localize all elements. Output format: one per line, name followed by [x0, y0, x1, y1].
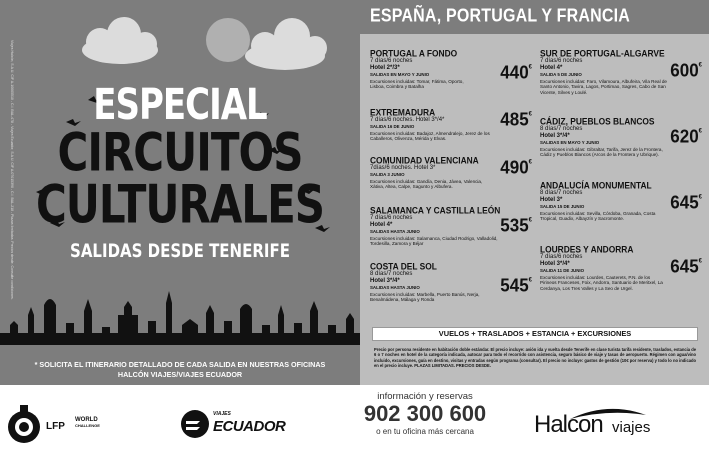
tour-card [370, 156, 540, 190]
price-value: 600 [670, 60, 699, 81]
tour-hotel: Hotel 2*/3* [370, 64, 400, 71]
tour-card [540, 117, 709, 158]
price-value: 535 [500, 215, 529, 236]
title-circuitos: CIRCUITOS [57, 121, 303, 183]
tour-name: ANDALUCÍA MONUMENTAL [540, 179, 652, 191]
lfp-emblem-icon [6, 399, 46, 449]
price-value: 545 [500, 275, 529, 296]
tour-card [370, 262, 540, 303]
tour-card [370, 108, 540, 142]
tour-excursions: Excursiones incluidas: Badajoz, Almendralejo, Jerez de los Caballeros, Olivenza, Mérida y Elvas. [370, 130, 490, 142]
tour-excursions: Excursiones incluidas: Marbella, Puerto Banús, Nerja, Benalmádena, Málaga y Ronda [370, 291, 480, 303]
title-culturales: CULTURALES [35, 173, 325, 235]
tour-departure: SALIDA 16 DE JUNIO [370, 123, 415, 129]
tour-duration: 8 días/7 noches [540, 189, 583, 196]
tour-price [500, 157, 532, 179]
tour-duration: 7 días/6 noches [540, 253, 583, 260]
ecuador-small-label: VIAJES [213, 411, 231, 417]
region-header [360, 0, 709, 34]
tour-card [370, 206, 540, 247]
tour-duration: 8 días/7 noches [540, 125, 583, 132]
title-especial: ESPECIAL [93, 80, 267, 130]
footnote [0, 360, 360, 379]
price-value: 645 [670, 192, 699, 213]
tour-price [500, 275, 532, 297]
lfp-text: LFP [46, 421, 65, 432]
legal-conditions: Precio por persona residente en habitación doble estándar. El precio incluye: avión ida y vuelta desde Tenerife en clase turista tarifa residente, traslados, estancia de 6 o 7 noches en hotel de la categoría indicada, autocar para todo el recorrido con asistencia, seguro básico de viaje y tasas de aeropuerto. Régimen con agua/vino incluido, excursiones, guía en destino, visitas y entradas según programa (consultar). El precio no incluye: gastos de gestión (10€ por reserva) y todo lo no indicado en el precio incluye. PLAZAS LIMITADAS. PRECIOS DESDE. [374, 347, 696, 368]
lfp-sub-world: WORLD [75, 417, 98, 423]
footnote-line1: * SOLICITA EL ITINERARIO DETALLADO DE CADA SALIDA EN NUESTRAS OFICINAS [34, 360, 326, 369]
info-label: información y reservas [377, 391, 473, 402]
tour-excursions: Excursiones incluidas: Gandía, Denia, Jávea, Valencia, Xàtiva, Altea, Calpe, Sagunto y Albufera. [370, 178, 483, 190]
tour-departure: SALIDA 11 DE JUNIO [540, 267, 584, 273]
tour-departure: SALIDAS HASTA JUNIO [370, 284, 420, 290]
price-currency: € [698, 128, 702, 135]
price-currency: € [698, 62, 702, 69]
tour-price [670, 126, 702, 148]
tour-price [670, 256, 702, 278]
price-value: 645 [670, 256, 699, 277]
region-title: ESPAÑA, PORTUGAL Y FRANCIA [370, 6, 631, 27]
tour-name: LOURDES Y ANDORRA [540, 243, 634, 255]
tour-departure: SALIDAS EN MAYO Y JUNIO [540, 139, 600, 145]
info-office: o en tu oficina más cercana [376, 427, 474, 436]
clouds-illustration [0, 0, 360, 90]
price-currency: € [698, 194, 702, 201]
tour-hotel: Hotel 4* [370, 221, 393, 228]
tour-card [540, 49, 709, 96]
tour-hotel: Hotel 3*/4* [540, 132, 570, 139]
footer [0, 385, 709, 462]
price-currency: € [698, 258, 702, 265]
tour-price [500, 215, 532, 237]
right-panel [360, 0, 709, 385]
price-value: 485 [500, 109, 529, 130]
tour-hotel: Hotel 3*/4* [370, 277, 400, 284]
tour-excursions: Excursiones incluidas: Sevilla, Córdoba, Granada, Costa Tropical, Guadix, Albayzín y Sacromonte. [540, 210, 656, 222]
price-value: 490 [500, 157, 529, 178]
tour-price [500, 109, 532, 131]
tour-departure: SALIDAS HASTA JUNIO [370, 228, 420, 234]
package-banner: VUELOS + TRASLADOS + ESTANCIA + EXCURSIONES [372, 327, 698, 341]
viajes-ecuador-logo [180, 409, 300, 439]
tour-duration: 7 días/6 noches. Hotel 3*/4* [370, 116, 445, 123]
tour-duration: 7 días/6 noches [370, 214, 413, 221]
tour-hotel: Hotel 4* [540, 64, 563, 71]
footnote-line2: HALCÓN VIAJES/VIAJES ECUADOR [117, 369, 243, 379]
tour-name: EXTREMADURA [370, 106, 436, 118]
tour-card [540, 181, 709, 222]
tour-duration: 7 días/6 noches [540, 57, 583, 64]
halcon-viajes-label: viajes [612, 419, 651, 436]
contact-info [350, 391, 500, 436]
tour-excursions: Excursiones incluidas: Gibraltar, Tarifa, Jerez de la Frontera, Cádiz y Pueblos Blancos (Arcos de la Frontera y Ubrique). [540, 146, 663, 158]
tour-departure: SALIDA 5 DE JUNIO [540, 71, 582, 77]
tour-name: SUR DE PORTUGAL-ALGARVE [540, 47, 665, 59]
title-subtitle: SALIDAS DESDE TENERIFE [70, 239, 290, 263]
price-currency: € [528, 111, 532, 118]
price-currency: € [528, 217, 532, 224]
tour-departure: SALIDA 15 DE JUNIO [540, 203, 585, 209]
halcon-viajes-logo [528, 403, 668, 447]
tour-price [670, 60, 702, 82]
tour-departure: SALIDAS EN MAYO Y JUNIO [370, 71, 430, 77]
price-currency: € [528, 277, 532, 284]
price-value: 440 [500, 62, 529, 83]
tour-price [500, 62, 532, 84]
tour-card [370, 49, 540, 90]
tour-excursions: Excursiones incluidas: Tomar, Fátima, Oporto, Lisboa, Coimbra y Batalha [370, 78, 464, 90]
tour-price [670, 192, 702, 214]
tour-name: COSTA DEL SOL [370, 260, 437, 272]
city-skyline-illustration [0, 285, 360, 345]
tour-name: PORTUGAL A FONDO [370, 47, 458, 59]
price-currency: € [528, 159, 532, 166]
left-panel [0, 0, 360, 385]
tour-name: CÁDIZ, PUEBLOS BLANCOS [540, 115, 655, 127]
lfp-world-challenge-logo [6, 393, 116, 451]
tour-excursions: Excursiones incluidas: Lourdes, Cauterets, P.N. de los Pirineos Franceses, Foix, Andorra, Santuario de Meritxel, La Cerdanya, Los Tres Valles y La Seo de Urgel. [540, 274, 663, 292]
tour-duration: 7 días/6 noches [370, 57, 413, 64]
lfp-sub-challenge: CHALLENGE [75, 422, 100, 428]
side-note-text: Viajes Halcón, S.A.U. CIF A-10005510 - C.I. BAL-478 - Viajes Ecuador, S.A.U. CIF A-07015390 - C.I. BAL-218 - Plazas limitadas. Precios desde. Consulte condiciones. [10, 40, 14, 300]
tour-name: SALAMANCA Y CASTILLA LEÓN [370, 204, 501, 216]
ecuador-emblem-icon [180, 409, 210, 439]
ecuador-name: ECUADOR [213, 418, 286, 435]
tour-duration: 7días/6 noches. Hotel 3* [370, 164, 436, 171]
tour-hotel: Hotel 3* [540, 196, 563, 203]
main-title [0, 80, 360, 263]
price-value: 620 [670, 126, 699, 147]
tour-name: COMUNIDAD VALENCIANA [370, 154, 479, 166]
lfp-subtitle [75, 418, 100, 427]
price-currency: € [528, 64, 532, 71]
tour-excursions: Excursiones incluidas: Salamanca, Ciudad Rodrigo, Valladolid, Tordesilla, Zamora y Béjar [370, 235, 498, 247]
tour-excursions: Excursiones incluidas: Faro, Vilamoura, Albufeira, Vila Real de Santo Antonio, Tavira, Lagos, Portimao, Sagres, Cabo de San Vicente, Silves y Loulé. [540, 78, 667, 96]
phone-number[interactable]: 902 300 600 [363, 401, 487, 426]
tour-card [540, 245, 709, 292]
tour-hotel: Hotel 3*/4* [540, 260, 570, 267]
tour-duration: 8 días/7 noches [370, 270, 413, 277]
tour-departure: SALIDA 3 JUNIO [370, 171, 405, 177]
halcon-name: Halcon [534, 411, 603, 438]
